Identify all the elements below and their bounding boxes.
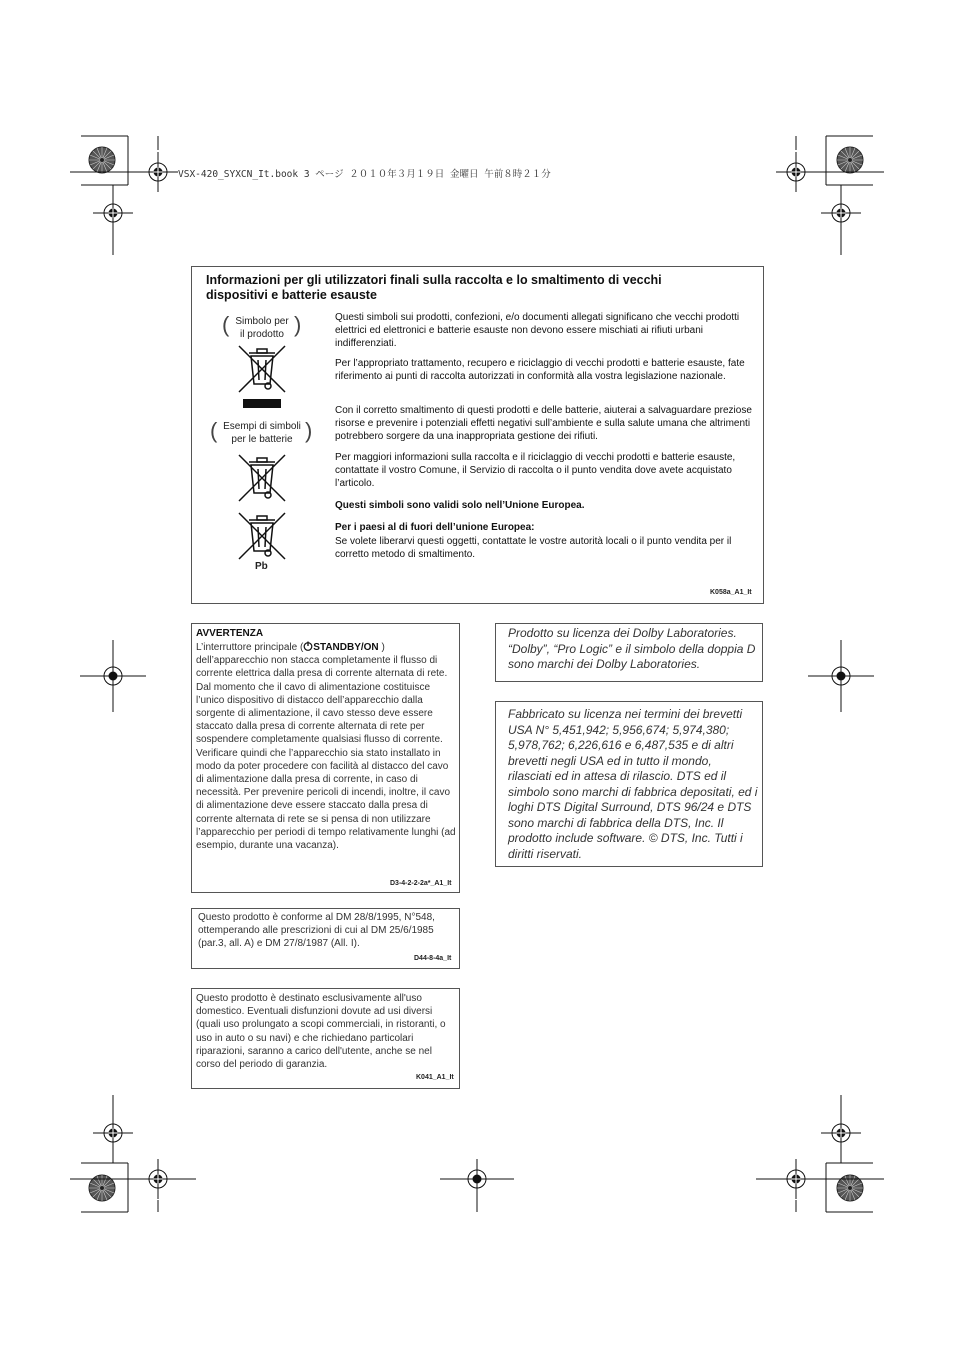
- disposal-para-6: Se volete liberarvi questi oggetti, contattate le vostre autorità locali o il punto vendita per il corretto metodo di smaltimento.: [335, 536, 732, 560]
- dts-text: Fabbricato su licenza nei termini dei brevetti USA N° 5,451,942; 5,956,674; 5,974,380; 5,978,762; 6,226,616 e 6,487,535 e di altri brevetti negli USA ed in tutto il mondo, rilasciati ed in attesa di rilascio. DTS ed il simbolo sono marchi di fabbrica depositati, ed i loghi DTS Digital Surround, DTS 96/24 e DTS sono marchi di fabbrica della DTS, Inc. Il prodotto include software. © DTS, Inc. Tutti i diritti riservati.: [508, 707, 758, 861]
- paren-right: ): [294, 312, 302, 337]
- warning-text: L’interruttore principale ( STANDBY/ON ) dell’apparecchio non stacca completamente il flusso di corrente elettrica dalla presa di corrente alternata di rete. Dal momento che il cavo di alimentazione costituisce l’unico dispositivo di distacco dell’apparecchio dalla sorgente di alimentazione, il cavo stesso deve essere staccato dalla presa di corrente alternata di rete per sospendere completamente qualsiasi flusso di corrente. Verificare quindi che l’apparecchio sia stato installato in modo da poter procedere con facilità al distacco del cavo di alimentazione dalla presa di corrente, in caso di necessità. Per prevenire pericoli di incendi, inoltre, il cavo di alimentazione deve essere staccato dalla presa di corrente alternata di rete se si pensa di non utilizzare l’apparecchio per periodi di tempo relativamente lunghi (ad esempio, durante una vacanza).: [196, 642, 456, 852]
- disposal-para-5: Questi simboli sono validi solo nell’Unione Europea.: [335, 500, 585, 511]
- power-icon: [303, 641, 313, 651]
- registration-mark-icon: [138, 152, 178, 192]
- warning-code: D3-4-2-2-2a*_A1_It: [390, 880, 452, 887]
- warning-title: AVVERTENZA: [196, 628, 264, 639]
- crossed-bin-icon: [237, 453, 287, 505]
- paren-right: ): [305, 418, 313, 443]
- file-header: VSX-420_SYXCN_It.book 3 ページ ２０１０年３月１９日 金曜日 午前８時２１分: [178, 169, 551, 180]
- registration-mark-icon: [138, 1159, 178, 1199]
- disposal-para-3: Con il corretto smaltimento di questi prodotti e delle batterie, aiuterai a salvaguardare preziose risorse e prevenire i potenziali effetti negativi sull’ambiente e sulla salute umana che altrimenti potrebbero sorgere da una inappropriata gestione dei rifiuti.: [335, 405, 752, 442]
- color-star-top-right: [837, 147, 863, 173]
- domestic-use-text: Questo prodotto è destinato esclusivamente all'uso domestico. Eventuali disfunzioni dovute ad usi diversi (quali uso prolungato a scopi commerciali, in ristoranti, o uso in auto o su navi) e che richiedano particolari riparazioni, saranno a carico dell'utente, anche se nel corso del periodo di garanzia.: [196, 993, 446, 1071]
- paren-left: (: [210, 418, 218, 443]
- crossed-bin-icon: [237, 511, 287, 563]
- symbol-label-product: Simbolo per il prodotto: [235, 316, 289, 340]
- registration-mark-icon: [93, 193, 133, 233]
- dolby-text: Prodotto su licenza dei Dolby Laboratories. “Dolby”, “Pro Logic” e il simbolo della doppia D sono marchi dei Dolby Laboratories.: [508, 626, 756, 671]
- registration-mark-icon: [776, 152, 816, 192]
- disposal-para-2: Per l’appropriato trattamento, recupero e riciclaggio di vecchi prodotti e batterie esauste, fate riferimento ai punti di raccolta autorizzati in conformità alla vostra legislazione nazionale.: [335, 358, 745, 382]
- black-bar-icon: [243, 399, 281, 408]
- dm-compliance-text: Questo prodotto è conforme al DM 28/8/1995, N°548, ottemperando alle prescrizioni di cui al DM 25/6/1985 (par.3, all. A) e DM 27/8/1987 (All. I).: [198, 912, 435, 950]
- symbol-label-batteries: Esempi di simboli per le batterie: [223, 421, 301, 445]
- color-star-top-left: [89, 147, 115, 173]
- disposal-para-1: Questi simboli sui prodotti, confezioni, e/o documenti allegati significano che vecchi prodotti elettrici ed elettronici e batterie esauste non devono essere mischiati ai rifiuti urbani indifferenziati.: [335, 312, 740, 349]
- paren-left: (: [222, 312, 230, 337]
- dm-code: D44-8-4a_It: [414, 955, 452, 962]
- disposal-para-6-title: Per i paesi al di fuori dell’unione Europea:: [335, 522, 535, 533]
- domestic-code: K041_A1_It: [416, 1074, 454, 1081]
- pb-label: Pb: [255, 561, 268, 572]
- disposal-para-4: Per maggiori informazioni sulla raccolta e il riciclaggio di vecchi prodotti e batterie esauste, contattate il vostro Comune, il Servizio di raccolta o il punto vendita dove avete acquistato l’articolo.: [335, 452, 736, 489]
- disposal-code: K058a_A1_It: [710, 589, 752, 596]
- registration-mark-icon: [93, 1113, 133, 1153]
- registration-mark-icon: [821, 193, 861, 233]
- disposal-title: Informazioni per gli utilizzatori finali sulla raccolta e lo smaltimento di vecchi dispositivi e batterie esauste: [206, 273, 662, 302]
- registration-mark-icon: [821, 1113, 861, 1153]
- registration-mark-icon: [776, 1159, 816, 1199]
